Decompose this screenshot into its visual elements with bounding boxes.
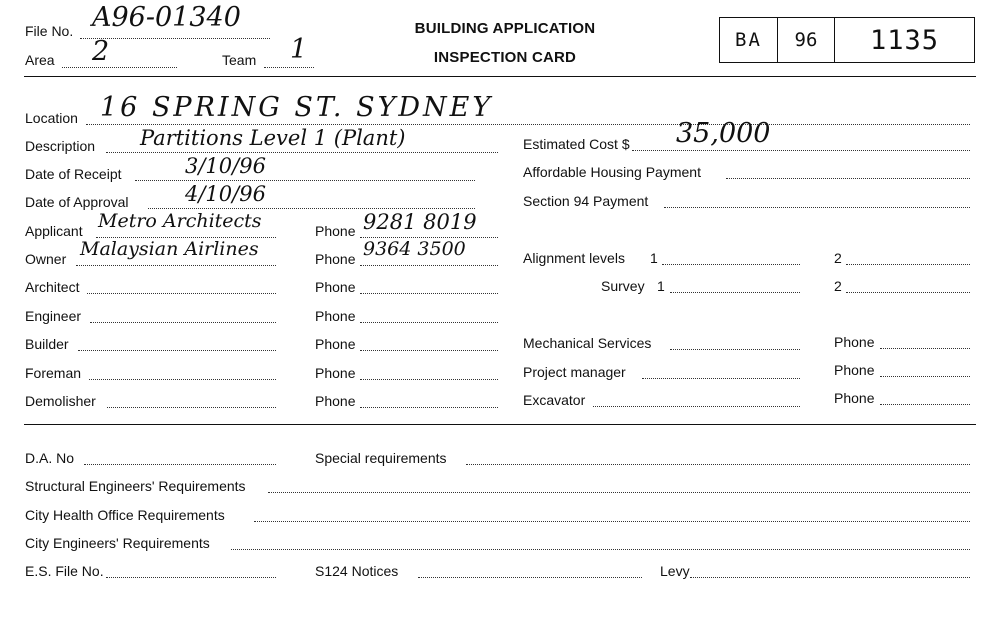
city-engineers-label: City Engineers' Requirements	[25, 535, 210, 551]
special-requirements-label: Special requirements	[315, 450, 447, 466]
levy-label: Levy	[660, 563, 690, 579]
structural-engineers-label: Structural Engineers' Requirements	[25, 478, 246, 494]
es-file-no-line	[106, 577, 276, 578]
file-no-label: File No.	[25, 23, 74, 39]
engineer-label: Engineer	[25, 308, 82, 324]
date-of-receipt-label: Date of Receipt	[25, 166, 122, 182]
ba-number: 1135	[869, 24, 940, 56]
estimated-cost-label: Estimated Cost $	[523, 136, 630, 152]
owner-phone-value[interactable]: 9364 3500	[363, 238, 466, 260]
engineer-phone-line	[360, 322, 498, 323]
city-health-label: City Health Office Requirements	[25, 507, 225, 523]
alignment-levels-label: Alignment levels	[523, 250, 625, 266]
applicant-phone-value[interactable]: 9281 8019	[363, 210, 477, 234]
mechanical-phone-label: Phone	[834, 334, 875, 350]
affordable-housing-line	[726, 178, 970, 179]
estimated-cost-value[interactable]: 35,000	[676, 118, 771, 149]
header-divider	[24, 76, 976, 77]
alignment-level-2-label: 2	[834, 250, 842, 266]
architect-label: Architect	[25, 279, 80, 295]
section-94-line	[664, 207, 970, 208]
date-of-receipt-line	[135, 180, 475, 181]
excavator-line	[593, 406, 800, 407]
card-title-line-2: INSPECTION CARD	[433, 49, 577, 66]
survey-label: Survey	[601, 278, 645, 294]
s124-notices-line	[418, 577, 642, 578]
estimated-cost-line	[632, 150, 970, 151]
ba-number-box	[719, 17, 975, 63]
foreman-phone-line	[360, 379, 498, 380]
survey-1-label: 1	[657, 278, 665, 294]
survey-2-line	[846, 292, 970, 293]
mechanical-services-line	[670, 349, 800, 350]
builder-phone-line	[360, 350, 498, 351]
architect-phone-label: Phone	[315, 279, 356, 295]
alignment-level-2-line	[846, 264, 970, 265]
project-manager-phone-label: Phone	[834, 362, 875, 378]
excavator-phone-label: Phone	[834, 390, 875, 406]
area-value[interactable]: 2	[92, 36, 110, 67]
location-value[interactable]: 16 SPRING ST. SYDNEY	[100, 92, 494, 123]
date-of-receipt-value[interactable]: 3/10/96	[185, 154, 266, 178]
applicant-value[interactable]: Metro Architects	[98, 210, 262, 232]
levy-line	[690, 577, 970, 578]
city-engineers-line	[231, 549, 970, 550]
foreman-phone-label: Phone	[315, 365, 356, 381]
details-divider	[24, 424, 976, 425]
location-label: Location	[25, 110, 78, 126]
location-line	[86, 124, 970, 125]
owner-value[interactable]: Malaysian Airlines	[80, 238, 259, 260]
mechanical-phone-line	[880, 348, 970, 349]
excavator-label: Excavator	[523, 392, 586, 408]
ba-year: 96	[778, 18, 835, 62]
s124-notices-label: S124 Notices	[315, 563, 399, 579]
alignment-level-1-label: 1	[650, 250, 658, 266]
project-manager-line	[642, 378, 800, 379]
city-health-line	[254, 521, 970, 522]
survey-1-line	[670, 292, 800, 293]
affordable-housing-label: Affordable Housing Payment	[523, 164, 701, 180]
description-label: Description	[25, 138, 96, 154]
area-line	[62, 67, 177, 68]
description-value[interactable]: Partitions Level 1 (Plant)	[140, 126, 406, 150]
team-label: Team	[222, 52, 257, 68]
alignment-level-1-line	[662, 264, 800, 265]
foreman-label: Foreman	[25, 365, 82, 381]
survey-2-label: 2	[834, 278, 842, 294]
date-of-approval-value[interactable]: 4/10/96	[185, 182, 266, 206]
project-manager-phone-line	[880, 376, 970, 377]
demolisher-phone-label: Phone	[315, 393, 356, 409]
date-of-approval-line	[148, 208, 475, 209]
da-no-label: D.A. No	[25, 450, 75, 466]
engineer-phone-label: Phone	[315, 308, 356, 324]
team-line	[264, 67, 314, 68]
area-label: Area	[25, 52, 55, 68]
builder-label: Builder	[25, 336, 69, 352]
builder-line	[78, 350, 276, 351]
owner-label: Owner	[25, 251, 67, 267]
owner-line	[76, 265, 276, 266]
demolisher-line	[107, 407, 276, 408]
owner-phone-line	[360, 265, 498, 266]
section-94-label: Section 94 Payment	[523, 193, 649, 209]
ba-prefix: BA	[720, 18, 778, 62]
excavator-phone-line	[880, 404, 970, 405]
team-value[interactable]: 1	[290, 34, 308, 65]
owner-phone-label: Phone	[315, 251, 356, 267]
mechanical-services-label: Mechanical Services	[523, 335, 652, 351]
architect-line	[87, 293, 276, 294]
applicant-phone-label: Phone	[315, 223, 356, 239]
card-title-line-1: BUILDING APPLICATION	[414, 20, 596, 37]
architect-phone-line	[360, 293, 498, 294]
engineer-line	[90, 322, 276, 323]
file-no-value[interactable]: A96-01340	[92, 2, 241, 33]
demolisher-phone-line	[360, 407, 498, 408]
project-manager-label: Project manager	[523, 364, 626, 380]
date-of-approval-label: Date of Approval	[25, 194, 129, 210]
foreman-line	[89, 379, 276, 380]
demolisher-label: Demolisher	[25, 393, 96, 409]
description-line	[106, 152, 498, 153]
applicant-label: Applicant	[25, 223, 83, 239]
special-requirements-line	[466, 464, 970, 465]
structural-engineers-line	[268, 492, 970, 493]
builder-phone-label: Phone	[315, 336, 356, 352]
da-no-line	[84, 464, 276, 465]
es-file-no-label: E.S. File No.	[25, 563, 104, 579]
